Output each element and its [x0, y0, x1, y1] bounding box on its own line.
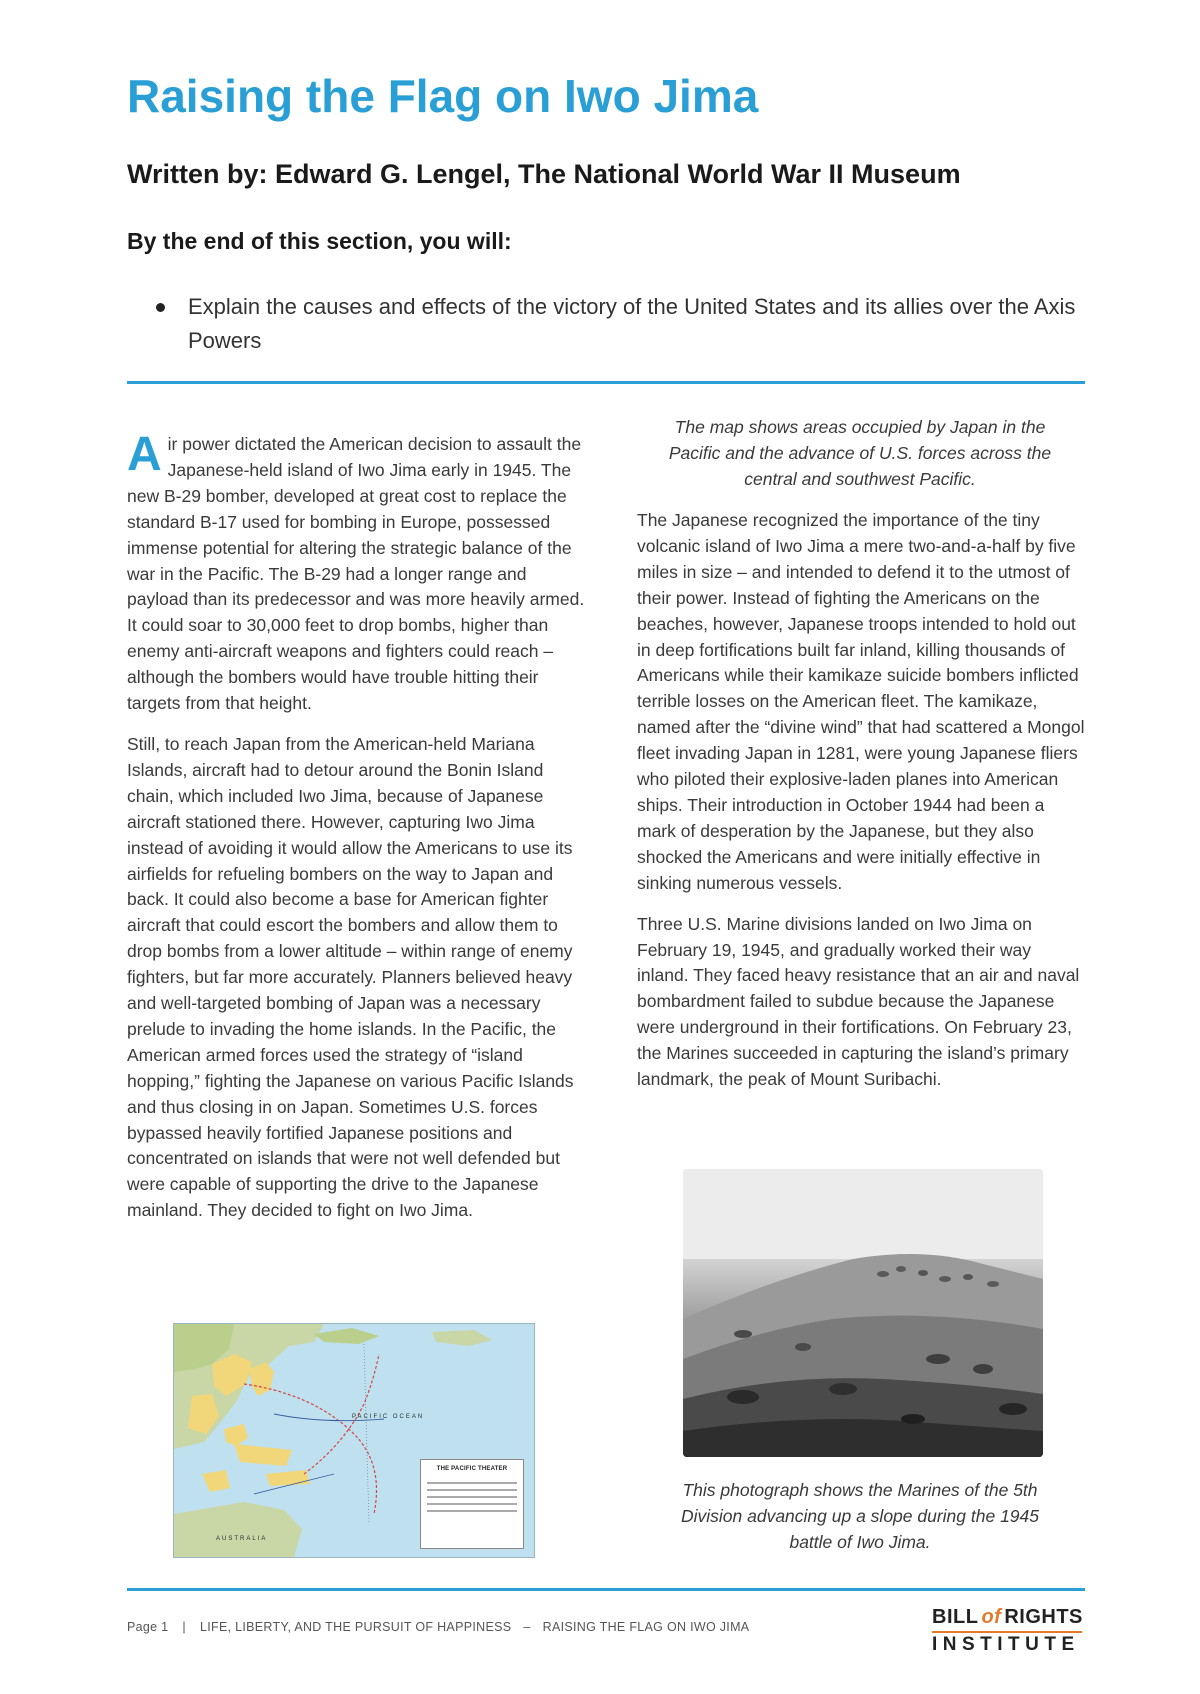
header-divider [127, 381, 1085, 384]
map-legend-entries [421, 1472, 523, 1522]
paragraph-text: ir power dictated the American decision to assault the Japanese-held island of Iwo Jima early in 1945. The new B-29 bomber, developed at great cost to replace the standard B-17 used for bombing in Europe, possessed immense potential for altering the strategic balance of the war in the Pacific. The B-29 had a longer range and payload than its predecessor and was more heavily armed. It could soar to 30,000 feet to drop bombs, higher than enemy anti-aircraft weapons and fighters could reach – although the bombers would have trouble hitting their targets from that height. [127, 434, 585, 714]
iwo-jima-photo [683, 1169, 1043, 1457]
page-footer: Page 1 | LIFE, LIBERTY, AND THE PURSUIT OF HAPPINESS – RAISING THE FLAG ON IWO JIMA [127, 1620, 750, 1634]
logo-top-line [932, 1606, 1083, 1629]
footer-divider [127, 1588, 1085, 1591]
photo-caption: This photograph shows the Marines of the 5th Division advancing up a slope during the 1945 battle of Iwo Jima. [680, 1480, 1040, 1552]
series-title: LIFE, LIBERTY, AND THE PURSUIT OF HAPPINESS [199, 1620, 512, 1634]
legend-entry-line [427, 1482, 517, 1484]
drop-cap: A [127, 428, 162, 481]
logo-word-bill: BILL [932, 1606, 979, 1628]
author-line: Written by: Edward G. Lengel, The National World War II Museum [127, 159, 961, 189]
map-label-australia: AUSTRALIA [216, 1536, 268, 1542]
objective-item: Explain the causes and effects of the victory of the United States and its allies over the Axis Powers [150, 290, 1085, 358]
legend-entry-line [427, 1510, 517, 1512]
legend-entry-line [427, 1503, 517, 1505]
map-legend-title: THE PACIFIC THEATER [436, 1466, 508, 1472]
article-paragraph: Three U.S. Marine divisions landed on Iwo Jima on February 19, 1945, and gradually worked their way inland. They faced heavy resistance that an air and naval bombardment failed to subdue because the Japanese were underground in their fortifications. On February 23, the Marines succeeded in capturing the island’s primary landmark, the peak of Mount Suribachi. [637, 913, 1080, 1090]
page-number: Page 1 [127, 1620, 169, 1634]
logo-of-mark: of [981, 1606, 1002, 1628]
page-title: Raising the Flag on Iwo Jima [127, 70, 759, 122]
map-legend [420, 1459, 524, 1549]
map-label-ocean: PACIFIC OCEAN [352, 1414, 425, 1420]
pacific-theater-map [173, 1323, 535, 1558]
article-paragraph: The Japanese recognized the importance of the tiny volcanic island of Iwo Jima a mere two-and-a-half by five miles in size – and intended to defend it to the utmost of their power. Instead of fighting the Americans on the beaches, however, Japanese troops intended to hold out in deep fortifications built far inland, killing thousands of Americans while their kamikaze suicide bombers inflicted terrible losses on the American fleet. The kamikaze, named after the “divine wind” that had scattered a Mongol fleet invading Japan in 1281, were young Japanese fliers who piloted their explosive-laden planes into American ships. Their introduction in October 1944 had been a mark of desperation by the Japanese, but they also shocked the Americans and were initially effective in sinking numerous vessels. [637, 510, 1085, 893]
objectives-list [150, 290, 1085, 358]
article-paragraph: Still, to reach Japan from the American-held Mariana Islands, aircraft had to detour around the Bonin Island chain, which included Iwo Jima, because of Japanese aircraft stationed there. However, capturing Iwo Jima instead of avoiding it would allow the Americans to use its airfields for refueling bombers on the way to Japan and back. It could also become a base for American fighter aircraft that could escort the bombers and allow them to drop bombs from a lower altitude – within range of enemy fighters, but far more accurately. Planners believed heavy and well-targeted bombing of Japan was a necessary prelude to invading the home islands. In the Pacific, the American armed forces used the strategy of “island hopping,” fighting the Japanese on various Pacific Islands and thus closing in on Japan. Sometimes U.S. forces bypassed heavily fortified Japanese positions and concentrated on islands that were not well defended but were capable of supporting the drive to the Japanese mainland. They decided to fight on Iwo Jima. [127, 733, 574, 1221]
logo-word-institute: INSTITUTE [932, 1634, 1080, 1655]
article-column-left [127, 428, 589, 1239]
photo-graphic [683, 1169, 1043, 1457]
legend-entry-line [427, 1496, 517, 1498]
map-caption: The map shows areas occupied by Japan in the Pacific and the advance of U.S. forces across the central and southwest Pacific. [668, 417, 1052, 489]
logo-accent-bar [932, 1631, 1082, 1633]
objectives-heading: By the end of this section, you will: [127, 228, 512, 254]
bill-of-rights-institute-logo [932, 1606, 1087, 1658]
article-paragraph [127, 428, 589, 717]
legend-entry-line [427, 1489, 517, 1491]
logo-word-rights: RIGHTS [1004, 1606, 1083, 1628]
lesson-title: RAISING THE FLAG ON IWO JIMA [542, 1620, 750, 1634]
article-column-right [637, 508, 1087, 1108]
